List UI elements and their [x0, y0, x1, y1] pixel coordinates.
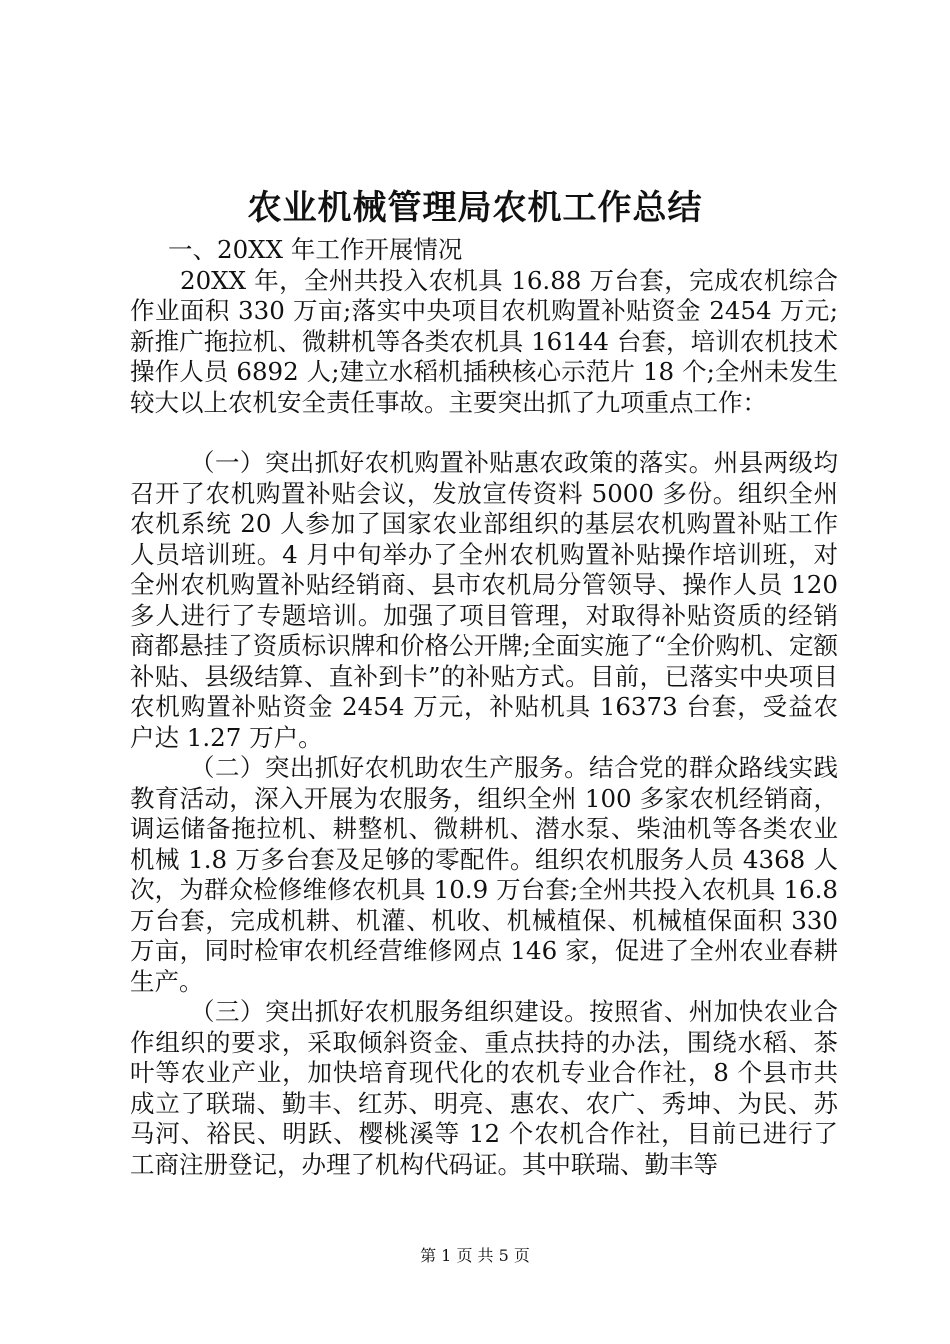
paragraph-summary: 20XX 年，全州共投入农机具 16.88 万台套，完成农机综合作业面积 330 万亩;落实中央项目农机购置补贴资金 2454 万元;新推广拖拉机、微耕机等各类农机具 16144 台套，培训农机技术操作人员 6892 人;建立水稻机插秧核心示范片 18 个;全州未发生较大以上农机安全责任事故。主要突出抓了九项重点工作：	[130, 265, 838, 417]
document-body	[130, 235, 838, 1180]
page-title: 农业机械管理局农机工作总结	[247, 188, 703, 228]
paragraph-item-3: （三）突出抓好农机服务组织建设。按照省、州加快农业合作组织的要求，采取倾斜资金、重点扶持的办法，围绕水稻、茶叶等农业产业，加快培育现代化的农机专业合作社，8 个县市共成立了联瑞、勤丰、红苏、明亮、惠农、农广、秀坤、为民、苏马河、裕民、明跃、樱桃溪等 12 个农机合作社，目前已进行了工商注册登记，办理了机构代码证。其中联瑞、勤丰等	[130, 997, 838, 1179]
paragraph-item-1: （一）突出抓好农机购置补贴惠农政策的落实。州县两级均召开了农机购置补贴会议，发放宣传资料 5000 多份。组织全州农机系统 20 人参加了国家农业部组织的基层农机购置补贴工作人员培训班。4 月中旬举办了全州农机购置补贴操作培训班，对全州农机购置补贴经销商、县市农机局分管领导、操作人员 120 多人进行了专题培训。加强了项目管理，对取得补贴资质的经销商都悬挂了资质标识牌和价格公开牌;全面实施了“全价购机、定额补贴、县级结算、直补到卡”的补贴方式。目前，已落实中央项目农机购置补贴资金 2454 万元，补贴机具 16373 台套，受益农户达 1.27 万户。	[130, 448, 838, 752]
section-heading: 一、20XX 年工作开展情况	[168, 235, 463, 264]
paragraph-item-2: （二）突出抓好农机助农生产服务。结合党的群众路线实践教育活动，深入开展为农服务，组织全州 100 多家农机经销商，调运储备拖拉机、耕整机、微耕机、潜水泵、柴油机等各类农业机械 1.8 万多台套及足够的零配件。组织农机服务人员 4368 人次，为群众检修维修农机具 10.9 万台套;全州共投入农机具 16.8 万台套，完成机耕、机灌、机收、机械植保、机械植保面积 330 万亩，同时检审农机经营维修网点 146 家，促进了全州农业春耕生产。	[130, 753, 838, 996]
page-number-footer: 第 1 页 共 5 页	[420, 1246, 530, 1265]
